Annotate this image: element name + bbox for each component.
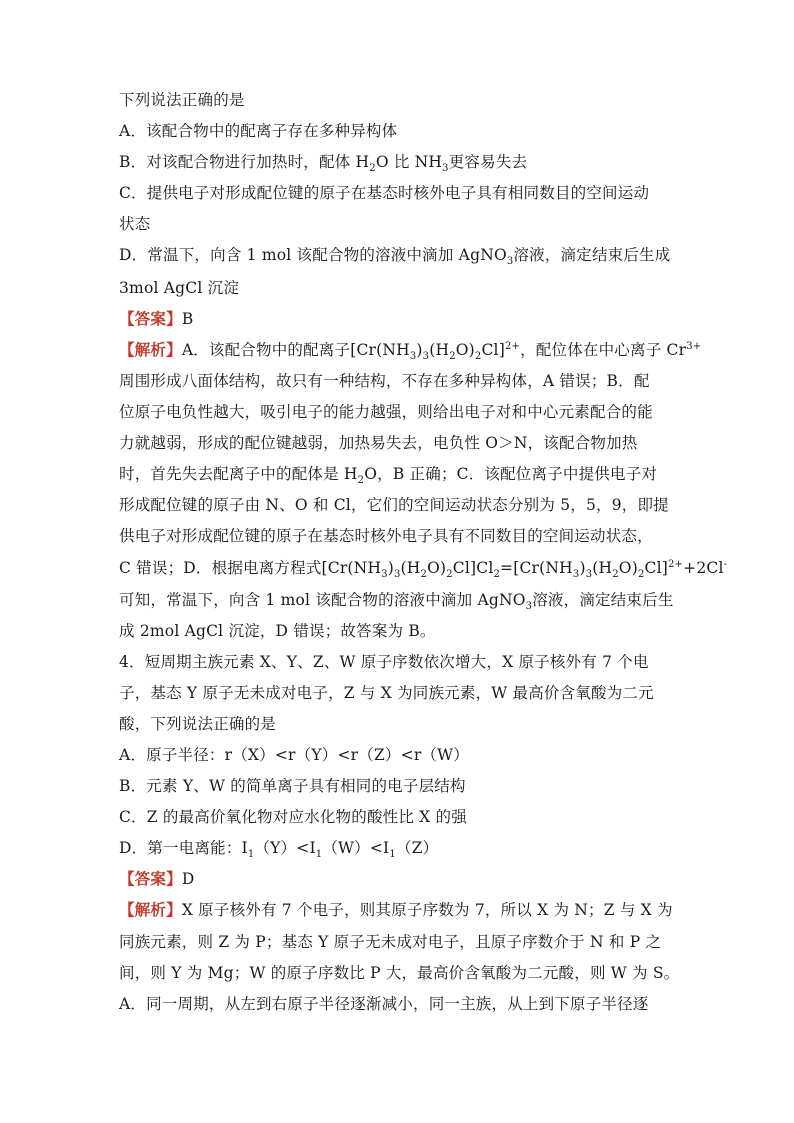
- q4-answer: 【答案】D: [119, 869, 195, 888]
- q3-analysis-line6: 形成配位键的原子由 N、O 和 Cl，它们的空间运动状态分别为 5，5，9，即提: [119, 496, 669, 514]
- q3-analysis-line7: 供电子对形成配位键的原子在基态时核外电子具有不同数目的空间运动状态，: [119, 527, 653, 545]
- q4-analysis-line4: A．同一周期，从左到右原子半径逐渐减小，同一主族，从上到下原子半径逐: [119, 995, 649, 1013]
- q3-analysis-line4: 力就越弱，形成的配位键越弱，加热易失去，电负性 O＞N，该配合物加热: [119, 434, 638, 452]
- q4-analysis-line1: 【解析】X 原子核外有 7 个电子，则其原子序数为 7，所以 X 为 N；Z 与 X 为: [119, 900, 673, 919]
- q3-option-d-line1: D．常温下，向含 1 mol 该配合物的溶液中滴加 AgNO$_3$溶液，滴定结束后生成: [119, 246, 671, 268]
- q3-answer: 【答案】B: [119, 309, 194, 328]
- q4-analysis-line2: 同族元素，则 Z 为 P；基态 Y 原子无未成对电子，且原子序数介于 N 和 P 之: [119, 933, 662, 951]
- q3-analysis-line1: 【解析】A．该配合物中的配离子$[Cr(NH_3)_3(H_2O)_2Cl]^{2+}$，配位体在中心离子 $Cr^{3+}$: [119, 340, 702, 363]
- q3-analysis-line5: 时，首先失去配离子中的配体是 $H_2O$，B 正确；C．该配位离子中提供电子对: [119, 465, 658, 487]
- answer-tag: 【答案】: [119, 869, 182, 888]
- q4-stem-line1: 4．短周期主族元素 X、Y、Z、W 原子序数依次增大，X 原子核外有 7 个电: [119, 653, 649, 671]
- q3-analysis-line8: C 错误；D．根据电离方程式$[Cr(NH_3)_3(H_2O)_2Cl]Cl_2=[Cr(NH_3)_3(H_2O)_2Cl]^{2+}+2Cl^-$: [119, 558, 728, 581]
- q3-analysis-line2: 周围形成八面体结构，故只有一种结构，不存在多种异构体，A 错误；B．配: [119, 372, 650, 390]
- q3-analysis-line10: 成 2mol AgCl 沉淀，D 错误；故答案为 B。: [119, 622, 436, 640]
- q4-option-b: B．元素 Y、W 的简单离子具有相同的电子层结构: [119, 777, 466, 795]
- q3-stem: 下列说法正确的是: [119, 91, 245, 109]
- analysis-tag: 【解析】: [119, 900, 182, 919]
- q3-option-b: B．对该配合物进行加热时，配体 $H_2O$ 比 $NH_3$更容易失去: [119, 153, 528, 175]
- q4-option-d: D．第一电离能：$I_1(Y)<I_1(W)<I_1(Z)$: [119, 839, 439, 861]
- q4-analysis-line3: 间，则 Y 为 Mg；W 的原子序数比 P 大，最高价含氧酸为二元酸，则 W 为 S。: [119, 964, 680, 982]
- q4-stem-line2: 子，基态 Y 原子无未成对电子，Z 与 X 为同族元素，W 最高价含氧酸为二元: [119, 684, 654, 702]
- q3-analysis-line3: 位原子电负性越大，吸引电子的能力越强，则给出电子对和中心元素配合的能: [119, 403, 653, 421]
- q4-option-a: A．原子半径：r（X）<r（Y）<r（Z）<r（W）: [119, 746, 469, 764]
- q4-option-c: C．Z 的最高价氧化物对应水化物的酸性比 X 的强: [119, 808, 467, 826]
- q3-option-c-line1: C．提供电子对形成配位键的原子在基态时核外电子具有相同数目的空间运动: [119, 184, 650, 202]
- answer-tag: 【答案】: [119, 309, 182, 328]
- q4-stem-line3: 酸，下列说法正确的是: [119, 715, 277, 733]
- analysis-tag: 【解析】: [119, 340, 182, 359]
- q3-option-d-line2: 3mol AgCl 沉淀: [119, 279, 240, 297]
- q3-analysis-line9: 可知，常温下，向含 1 mol 该配合物的溶液中滴加 AgNO$_3$溶液，滴定结束后生: [119, 591, 674, 613]
- q3-option-a: A．该配合物中的配离子存在多种异构体: [119, 122, 398, 140]
- q3-option-c-line2: 状态: [119, 215, 151, 233]
